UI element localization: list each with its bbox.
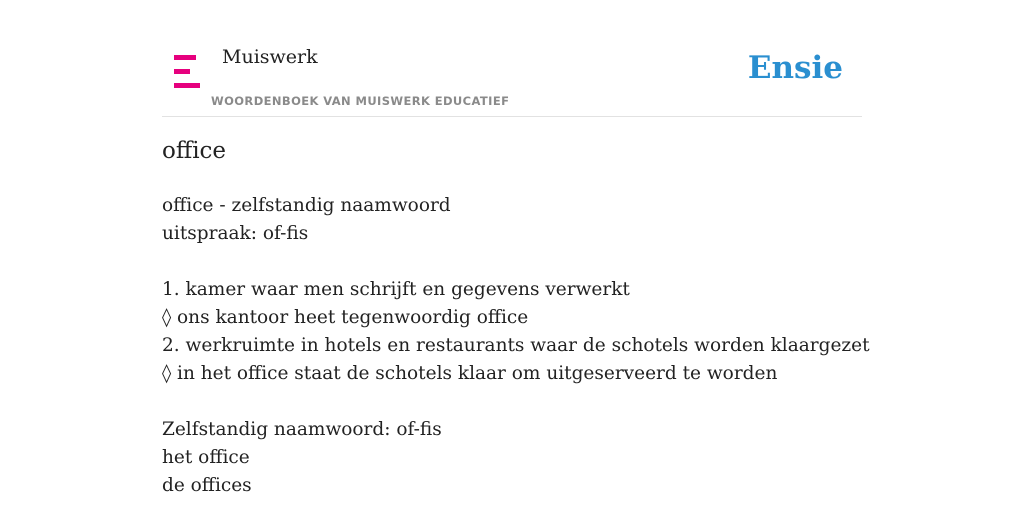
example-2: ◊ in het office staat de schotels klaar om uitgeserveerd te worden bbox=[162, 363, 778, 384]
definition-2: 2. werkruimte in hotels en restaurants waar de schotels worden klaargezet bbox=[162, 335, 870, 356]
logo-bar-middle bbox=[174, 69, 190, 74]
muiswerk-logo-icon[interactable] bbox=[174, 55, 200, 88]
grammar-heading: Zelfstandig naamwoord: of-fis bbox=[162, 419, 442, 440]
example-1: ◊ ons kantoor heet tegenwoordig office bbox=[162, 307, 529, 328]
definition-1: 1. kamer waar men schrijft en gegevens verwerkt bbox=[162, 279, 630, 300]
ensie-brand-link[interactable]: Ensie bbox=[747, 50, 843, 86]
spacer bbox=[162, 388, 862, 416]
page-title: office bbox=[162, 138, 227, 164]
site-header bbox=[162, 0, 862, 117]
site-subtitle: WOORDENBOEK VAN MUISWERK EDUCATIEF bbox=[211, 94, 510, 108]
pronunciation: uitspraak: of-fis bbox=[162, 223, 309, 244]
spacer bbox=[162, 248, 862, 276]
plural-form: de offices bbox=[162, 475, 252, 496]
logo-bar-top bbox=[174, 55, 196, 60]
singular-form: het office bbox=[162, 447, 250, 468]
logo-bar-bottom bbox=[174, 83, 200, 88]
site-name[interactable]: Muiswerk bbox=[222, 46, 318, 68]
dictionary-entry bbox=[162, 192, 870, 500]
word-class: office - zelfstandig naamwoord bbox=[162, 195, 451, 216]
